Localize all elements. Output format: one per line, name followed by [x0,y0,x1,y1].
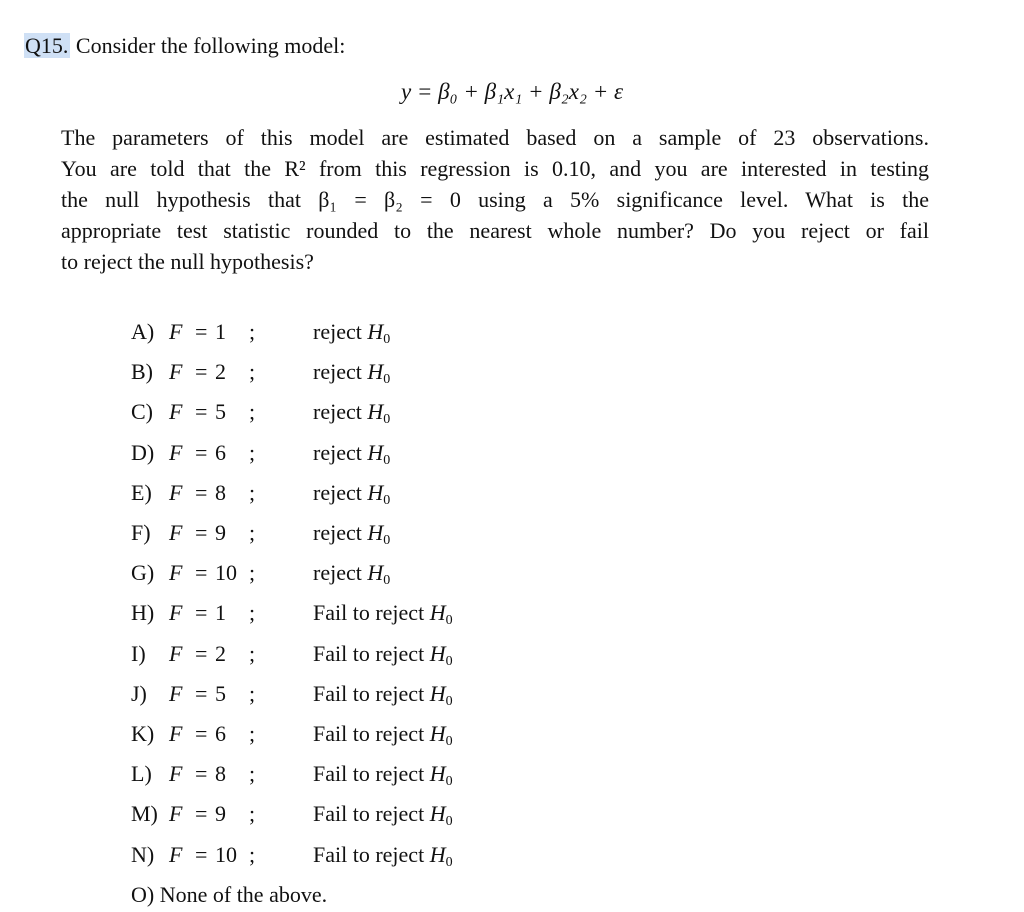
null-hypothesis-symbol: H [367,359,384,385]
option-label: L) [131,761,152,787]
option-equals: = [195,439,208,465]
null-hypothesis-symbol: H [367,319,384,344]
option-semicolon: ; [249,761,256,787]
null-hypothesis-subscript: 0 [383,452,391,468]
option-f-symbol: F [169,600,183,626]
question-body [61,122,929,277]
option-value: 9 [215,520,226,545]
null-hypothesis-subscript: 0 [445,774,453,790]
option-decision [313,355,390,397]
option-value: 5 [215,399,226,425]
option-equals: = [195,359,208,385]
body-line: You are told that the R² from this regression is 0.10, and you are interested in testing [61,156,929,181]
model-equation: y = β₀ + β₁x₁ + β₂x₂ + ε [400,79,624,104]
decision-text: reject [313,359,362,385]
option-label: C) [131,399,153,425]
null-hypothesis-subscript: 0 [445,653,453,669]
option-semicolon: ; [249,319,256,344]
null-hypothesis-symbol: H [367,520,384,545]
option-semicolon: ; [249,801,256,827]
body-line: appropriate test statistic rounded to the nearest whole number? Do you reject or fail [61,218,929,243]
option-f-symbol: F [169,640,183,666]
option-f-symbol: F [169,359,183,385]
option-value: 2 [215,640,226,666]
option-decision [313,315,390,357]
null-hypothesis-subscript: 0 [383,412,391,428]
option-value: 5 [215,680,226,706]
null-hypothesis-subscript: 0 [445,854,453,870]
option-semicolon: ; [249,359,256,385]
decision-text: reject [313,560,362,586]
option-equals: = [195,560,208,586]
option-semicolon: ; [249,399,256,425]
decision-text: reject [313,319,362,344]
option-label: M) [131,801,158,827]
option-f-symbol: F [169,479,183,505]
option-decision [313,556,390,598]
option-value: 6 [215,439,226,465]
null-hypothesis-subscript: 0 [445,693,453,709]
body-line: the null hypothesis that β₁ = β₂ = 0 using a 5% significance level. What is the [61,187,929,212]
option-f-symbol: F [169,520,183,545]
decision-text: reject [313,520,362,545]
null-hypothesis-subscript: 0 [383,332,391,347]
option-equals: = [195,479,208,505]
option-decision [313,395,390,437]
option-semicolon: ; [249,721,256,746]
option-semicolon: ; [249,680,256,706]
option-label: N) [131,841,155,867]
option-equals: = [195,721,208,746]
null-hypothesis-symbol: H [429,640,446,666]
option-equals: = [195,600,208,626]
option-decision [313,677,453,719]
option-semicolon: ; [249,640,256,666]
option-f-symbol: F [169,560,183,586]
option-value: 1 [215,319,226,344]
option-value: 1 [215,600,226,626]
decision-text: reject [313,479,362,505]
null-hypothesis-subscript: 0 [445,814,453,830]
option-decision [313,838,453,880]
option-value: 6 [215,721,226,746]
option-decision [313,757,453,799]
option-label: G) [131,560,155,586]
option-equals: = [195,319,208,344]
option-label: K) [131,721,155,746]
option-label: I) [131,640,146,666]
option-equals: = [195,841,208,867]
decision-text: Fail to reject [313,801,425,827]
option-f-symbol: F [169,319,183,344]
null-hypothesis-symbol: H [429,721,446,746]
null-hypothesis-symbol: H [367,560,384,586]
null-hypothesis-subscript: 0 [383,573,391,589]
decision-text: reject [313,399,362,425]
option-semicolon: ; [249,439,256,465]
null-hypothesis-symbol: H [429,841,446,867]
option-value: 2 [215,359,226,385]
null-hypothesis-symbol: H [429,600,446,626]
option-value: 10 [215,560,237,586]
option-decision [313,476,390,518]
question-number: Q15. [25,33,69,58]
null-hypothesis-symbol: H [429,801,446,827]
option-value: 8 [215,761,226,787]
question-heading [24,30,345,62]
option-semicolon: ; [249,479,256,505]
option-semicolon: ; [249,560,256,586]
option-decision [313,436,390,478]
decision-text: Fail to reject [313,640,425,666]
option-f-symbol: F [169,399,183,425]
option-f-symbol: F [169,439,183,465]
option-f-symbol: F [169,841,183,867]
option-semicolon: ; [249,841,256,867]
option-equals: = [195,520,208,545]
decision-text: Fail to reject [313,680,425,706]
null-hypothesis-symbol: H [367,479,384,505]
null-hypothesis-subscript: 0 [383,492,391,508]
option-label: D) [131,439,155,465]
option-equals: = [195,761,208,787]
option-label: E) [131,479,152,505]
option-f-symbol: F [169,801,183,827]
option-none-text: O) None of the above. [131,881,328,907]
option-equals: = [195,801,208,827]
option-decision [313,717,453,759]
option-decision [313,637,453,679]
decision-text: Fail to reject [313,761,425,787]
null-hypothesis-symbol: H [429,680,446,706]
option-label: F) [131,520,151,545]
decision-text: reject [313,439,362,465]
question-intro: Consider the following model: [70,33,346,58]
option-f-symbol: F [169,721,183,746]
option-value: 8 [215,479,226,505]
option-semicolon: ; [249,600,256,626]
option-decision [313,596,453,638]
option-value: 9 [215,801,226,827]
body-line: to reject the null hypothesis? [61,249,314,274]
option-decision [313,516,390,558]
null-hypothesis-symbol: H [367,439,384,465]
option-f-symbol: F [169,761,183,787]
option-equals: = [195,680,208,706]
option-label: A) [131,319,155,344]
option-label: H) [131,600,155,626]
null-hypothesis-symbol: H [429,761,446,787]
null-hypothesis-symbol: H [367,399,384,425]
body-line: The parameters of this model are estimated based on a sample of 23 observations. [61,125,929,150]
decision-text: Fail to reject [313,721,425,746]
null-hypothesis-subscript: 0 [383,533,391,548]
null-hypothesis-subscript: 0 [383,372,391,388]
option-label: B) [131,359,153,385]
option-f-symbol: F [169,680,183,706]
option-equals: = [195,640,208,666]
decision-text: Fail to reject [313,841,425,867]
null-hypothesis-subscript: 0 [445,734,453,749]
option-label: J) [131,680,147,706]
null-hypothesis-subscript: 0 [445,613,453,629]
decision-text: Fail to reject [313,600,425,626]
option-decision [313,797,453,839]
option-equals: = [195,399,208,425]
option-semicolon: ; [249,520,256,545]
option-value: 10 [215,841,237,867]
